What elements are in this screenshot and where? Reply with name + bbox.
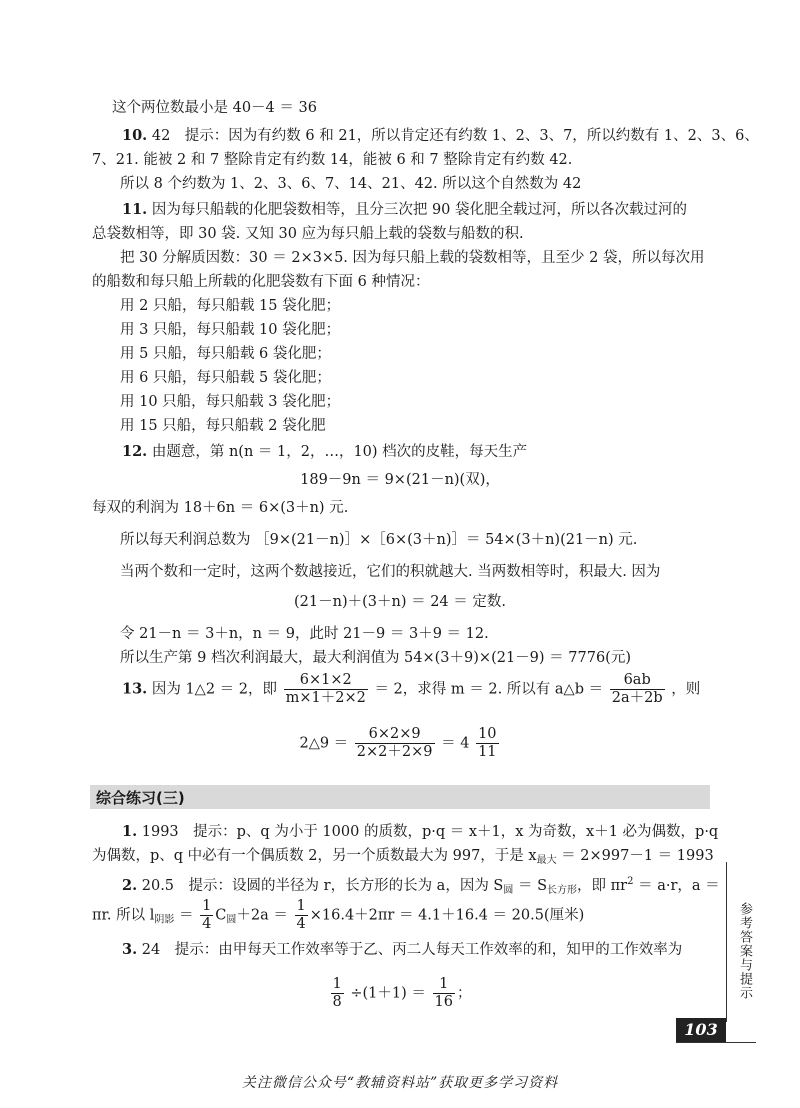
answer-s3 xyxy=(122,940,682,960)
text-line: 所以每天利润总数为 ［9×(21－n)］×［6×(3＋n)］＝ 54×(3＋n)(21－n) 元. xyxy=(120,532,638,548)
denominator: m×1＋2×2 xyxy=(285,690,366,706)
item-number: 10. xyxy=(122,127,148,144)
subscript: 长方形 xyxy=(547,885,578,896)
subscript: 圆 xyxy=(226,914,237,926)
denominator: 16 xyxy=(434,994,453,1010)
numerator: 10 xyxy=(478,726,497,742)
text-line: 每双的利润为 18＋6n ＝ 6×(3＋n) 元. xyxy=(92,500,349,516)
fraction xyxy=(295,898,308,933)
fraction xyxy=(476,726,498,761)
answer-13 xyxy=(122,672,700,707)
denominator: 2a＋2b xyxy=(611,690,663,706)
answer-text: 20.5 提示：设圆的半径为 r，长方形的长为 a，因为 S xyxy=(141,878,504,894)
eq-part: 2△9 ＝ xyxy=(299,735,349,752)
eq-part: ＝ 4 xyxy=(441,735,470,752)
answer-text: 42 提示：因为有约数 6 和 21，所以肯定还有约数 1、2、3、7，所以约数有 1、2、3、6、 xyxy=(151,128,759,144)
section-header xyxy=(90,785,710,809)
text-line xyxy=(92,898,584,938)
answer-text: 24 提示：由甲每天工作效率等于乙、丙二人每天工作效率的和，知甲的工作效率为 xyxy=(141,942,683,958)
answer-text: ，则 xyxy=(671,681,701,698)
text-part: ×16.4＋2πr ＝ 4.1＋16.4 ＝ 20.5(厘米) xyxy=(309,907,585,924)
divider xyxy=(676,1042,756,1043)
equation xyxy=(0,726,800,761)
case-line: 用 6 只船，每只船载 5 袋化肥； xyxy=(120,370,331,386)
text-line: 令 21－n ＝ 3＋n，n ＝ 9，此时 21－9 ＝ 3＋9 ＝ 12. xyxy=(120,626,489,642)
text-line: 的船数和每只船上所载的化肥袋数有下面 6 种情况： xyxy=(92,274,430,290)
denominator: 2×2＋2×9 xyxy=(356,744,433,760)
denominator: 8 xyxy=(332,994,342,1010)
fraction xyxy=(284,672,368,707)
answer-text: ＝ a·r，a ＝ xyxy=(633,878,720,894)
answer-text: ＝ S xyxy=(513,878,548,894)
subscript: 圆 xyxy=(503,885,514,896)
answer-text: 1993 提示：p、q 为小于 1000 的质数，p·q ＝ x＋1，x 为奇数，x＋1 必为偶数，p·q xyxy=(141,824,719,840)
fraction xyxy=(355,726,435,761)
side-tab-label: 参考答案与提示 xyxy=(737,902,752,1000)
case-line: 用 15 只船，每只船载 2 袋化肥 xyxy=(120,418,326,434)
answer-text: ＝ 2，求得 m ＝ 2. 所以有 a△b ＝ xyxy=(374,681,604,698)
text-line: 所以 8 个约数为 1、2、3、6、7、14、21、42. 所以这个自然数为 42 xyxy=(120,176,582,192)
case-line: 用 5 只船，每只船载 6 袋化肥； xyxy=(120,346,331,362)
answer-s1 xyxy=(122,822,718,842)
text-line xyxy=(92,846,714,871)
fraction xyxy=(433,976,455,1011)
section-title: 综合练习(三) xyxy=(96,789,185,807)
numerator: 1 xyxy=(296,898,306,914)
text-line: 把 30 分解质因数：30 ＝ 2×3×5. 因为每只船上载的袋数相等，且至少 2 袋，所以每次用 xyxy=(120,250,705,266)
side-tab xyxy=(726,862,757,1022)
text-line: 当两个数和一定时，这两个数越接近，它们的积就越大. 当两数相等时，积最大. 因为 xyxy=(120,564,661,580)
case-line: 用 2 只船，每只船载 15 袋化肥； xyxy=(120,298,341,314)
numerator: 6×1×2 xyxy=(284,672,368,690)
eq-part: ÷(1＋1) ＝ xyxy=(350,985,426,1002)
text-part: ＝ 2×997－1 ＝ 1993 xyxy=(556,848,714,864)
case-line: 用 3 只船，每只船载 10 袋化肥； xyxy=(120,322,341,338)
footer-note: 关注微信公众号“教辅资料站”获取更多学习资料 xyxy=(241,1075,559,1091)
item-number: 2. xyxy=(122,877,138,894)
subscript: 阴影 xyxy=(154,914,175,926)
answer-text: ，即 πr xyxy=(577,878,628,894)
text-part: 为偶数，p、q 中必有一个偶质数 2，另一个质数最大为 997，于是 x xyxy=(92,848,537,864)
text-part: ＝ xyxy=(174,907,194,924)
fraction xyxy=(200,898,213,933)
text-part: πr. 所以 l xyxy=(92,907,155,924)
numerator: 6×2×9 xyxy=(355,726,435,744)
fraction xyxy=(610,672,665,707)
item-number: 12. xyxy=(122,443,148,460)
equation xyxy=(0,976,800,1011)
page-number: 103 xyxy=(676,1018,726,1042)
numerator: 6ab xyxy=(610,672,665,690)
answer-11 xyxy=(122,200,687,220)
denominator: 4 xyxy=(202,916,212,932)
text-line: 所以生产第 9 档次利润最大，最大利润值为 54×(3＋9)×(21－9) ＝ 7776(元) xyxy=(120,650,631,666)
text-part: C xyxy=(215,907,227,924)
denominator: 4 xyxy=(296,916,306,932)
answer-text: 因为 1△2 ＝ 2，即 xyxy=(151,681,277,698)
equation: (21－n)＋(3＋n) ＝ 24 ＝ 定数. xyxy=(294,594,506,610)
answer-12 xyxy=(122,442,527,462)
answer-s2 xyxy=(122,872,720,901)
answer-text: 由题意，第 n(n ＝ 1，2，…，10) 档次的皮鞋，每天生产 xyxy=(151,444,528,460)
numerator: 1 xyxy=(433,976,455,994)
denominator: 11 xyxy=(478,744,497,760)
answer-text: 因为每只船载的化肥袋数相等，且分三次把 90 袋化肥全载过河，所以各次载过河的 xyxy=(151,202,688,218)
item-number: 13. xyxy=(122,680,148,698)
text-line: 总袋数相等，即 30 袋. 又知 30 应为每只船上载的袋数与船数的积. xyxy=(92,226,524,242)
text-line: 这个两位数最小是 40－4 ＝ 36 xyxy=(112,100,317,116)
text-part: ＋2a ＝ xyxy=(236,907,288,924)
answer-10 xyxy=(122,126,759,146)
item-number: 11. xyxy=(122,201,148,218)
item-number: 1. xyxy=(122,823,138,840)
case-line: 用 10 只船，每只船载 3 袋化肥； xyxy=(120,394,341,410)
eq-part: ； xyxy=(456,985,472,1002)
numerator: 1 xyxy=(202,898,212,914)
numerator: 1 xyxy=(332,976,342,992)
equation: 189－9n ＝ 9×(21－n)(双)， xyxy=(300,472,500,488)
item-number: 3. xyxy=(122,941,138,958)
text-line: 7、21. 能被 2 和 7 整除肯定有约数 14，能被 6 和 7 整除肯定有约数 42. xyxy=(92,152,573,168)
superscript: 2 xyxy=(627,876,634,887)
fraction xyxy=(331,976,344,1011)
subscript: 最大 xyxy=(536,855,557,866)
